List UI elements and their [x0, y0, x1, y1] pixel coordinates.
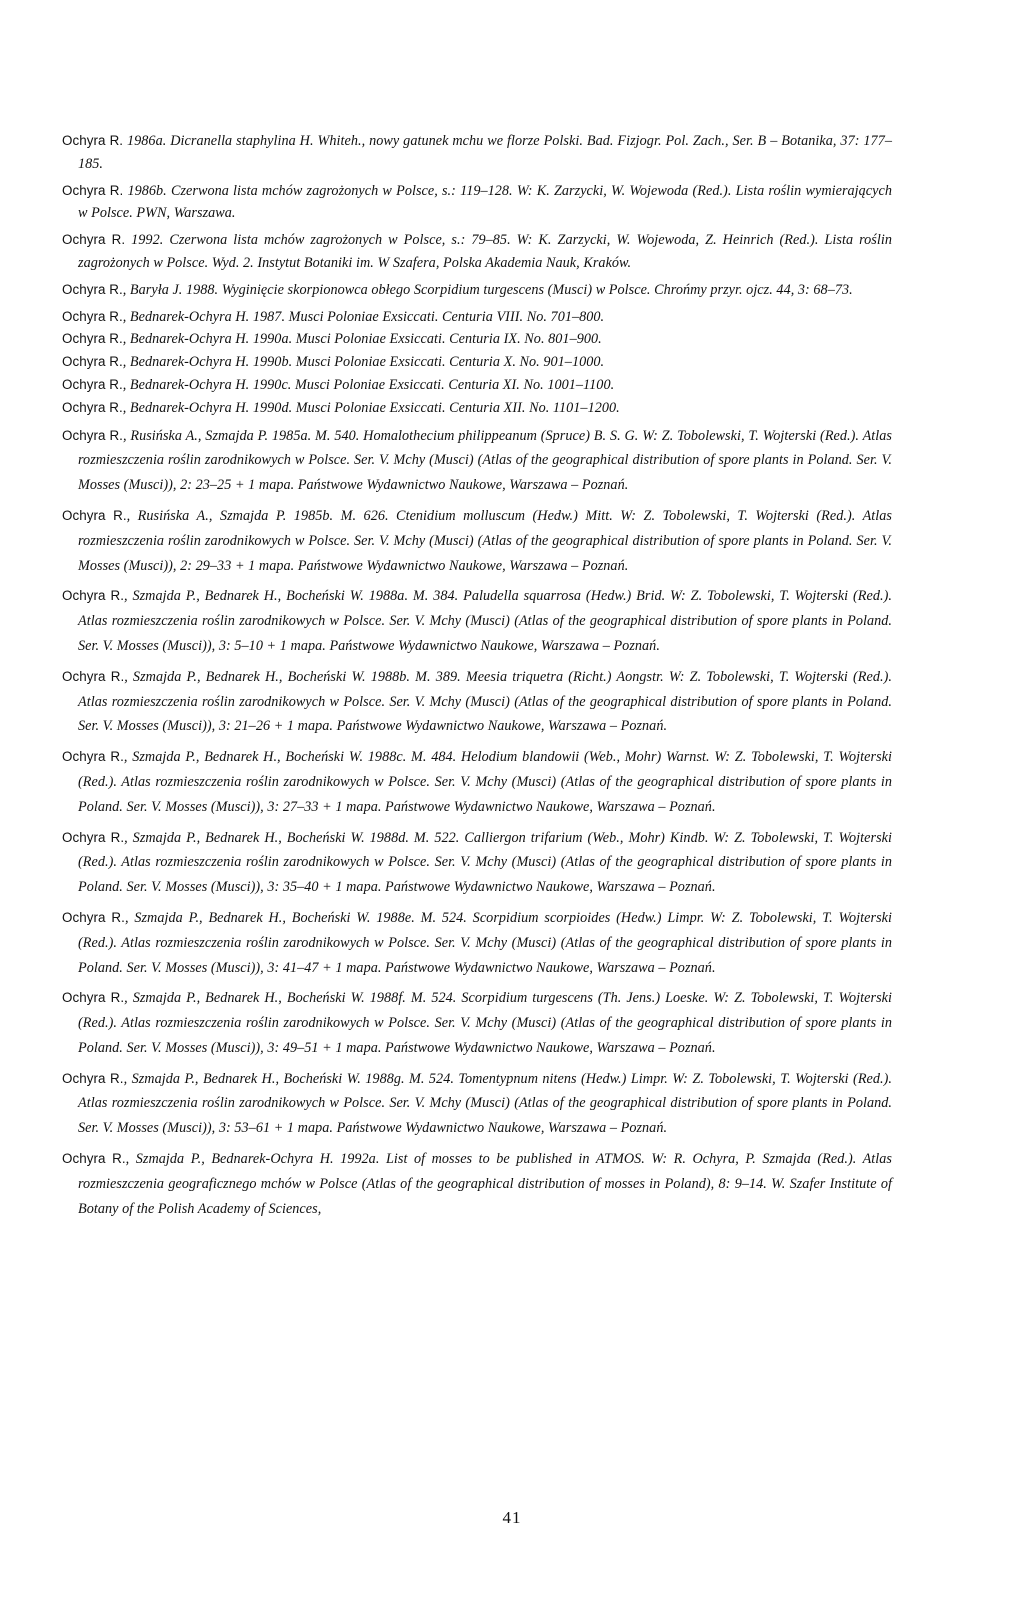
reference-text: , Bednarek-Ochyra H. 1990d. Musci Poloniae Exsiccati. Centuria XII. No. 1101–1200. — [122, 399, 620, 416]
reference-entry — [62, 745, 892, 819]
reference-author: Ochyra R. — [62, 133, 124, 148]
reference-entry — [62, 279, 892, 302]
reference-author: Ochyra R. — [62, 668, 125, 684]
reference-text: , Szmajda P., Bednarek H., Bocheński W. 1988f. M. 524. Scorpidium turgescens (Th. Jens.) Loeske. W: Z. Tobolewski, T. Wojterski (Red.). Atlas rozmieszczenia roślin zarodnikowych w Polsce. Ser. V. Mchy (Musci) (Atlas of the geographical distribution of spore plants in Poland. Ser. V. Mosses (Musci)), 3: 49–51 + 1 mapa. Państwowe Wydawnictwo Naukowe, Warszawa – Poznań. — [78, 990, 892, 1056]
reference-text: 1992. Czerwona lista mchów zagrożonych w Polsce, s.: 79–85. W: K. Zarzycki, W. Wojewoda, Z. Heinrich (Red.). Lista roślin zagrożonych w Polsce. Wyd. 2. Instytut Botaniki im. W Szafera, Polska Akademia Nauk, Kraków. — [78, 232, 892, 271]
reference-author: Ochyra R. — [62, 507, 127, 523]
reference-entry — [62, 328, 892, 351]
reference-entry — [62, 1147, 892, 1221]
reference-author: Ochyra R. — [62, 399, 123, 415]
reference-author: Ochyra R. — [62, 749, 124, 765]
reference-author: Ochyra R. — [62, 829, 125, 845]
reference-text: , Rusińska A., Szmajda P. 1985a. M. 540. Homalothecium philippeanum (Spruce) B. S. G. W: Z. Tobolewski, T. Wojterski (Red.). Atlas rozmieszczenia roślin zarodnikowych w Polsce. Ser. V. Mchy (Musci) (Atlas of the geographical distribution of spore plants in Poland. Ser. V. Mosses (Musci)), 2: 23–25 + 1 mapa. Państwowe Wydawnictwo Naukowe, Warszawa – Poznań. — [78, 427, 892, 494]
reference-entry — [62, 1067, 892, 1141]
reference-author: Ochyra R. — [62, 1070, 124, 1086]
reference-entry — [62, 826, 892, 900]
reference-author: Ochyra R. — [62, 308, 123, 324]
reference-entry — [62, 584, 892, 658]
reference-text: , Szmajda P., Bednarek H., Bocheński W. 1988e. M. 524. Scorpidium scorpioides (Hedw.) Limpr. W: Z. Tobolewski, T. Wojterski (Red.). Atlas rozmieszczenia roślin zarodnikowych w Polsce. Ser. V. Mchy (Musci) (Atlas of the geographical distribution of spore plants in Poland. Ser. V. Mosses (Musci)), 3: 41–47 + 1 mapa. Państwowe Wydawnictwo Naukowe, Warszawa – Poznań. — [78, 909, 892, 976]
reference-text: , Szmajda P., Bednarek H., Bocheński W. 1988d. M. 522. Calliergon trifarium (Web., Mohr) Kindb. W: Z. Tobolewski, T. Wojterski (Red.). Atlas rozmieszczenia roślin zarodnikowych w Polsce. Ser. V. Mchy (Musci) (Atlas of the geographical distribution of spore plants in Poland. Ser. V. Mosses (Musci)), 3: 35–40 + 1 mapa. Państwowe Wydawnictwo Naukowe, Warszawa – Poznań. — [78, 829, 892, 896]
reference-entry — [62, 397, 892, 420]
reference-author: Ochyra R. — [62, 1151, 126, 1167]
reference-entry — [62, 180, 892, 226]
reference-text: , Szmajda P., Bednarek-Ochyra H. 1992a. List of mosses to be published in ATMOS. W: R. Ochyra, P. Szmajda (Red.). Atlas rozmieszczenia geograficznego mchów w Polsce (Atlas of the geographical distribution of mosses in Poland), 8: 9–14. W. Szafer Institute of Botany of the Polish Academy of Sciences, — [78, 1151, 892, 1217]
reference-author: Ochyra R. — [62, 588, 124, 604]
reference-text: , Baryła J. 1988. Wyginięcie skorpionowca obłego Scorpidium turgescens (Musci) w Polsce. Chrońmy przyr. ojcz. 44, 3: 68–73. — [122, 281, 853, 298]
reference-entry — [62, 504, 892, 578]
reference-text: , Szmajda P., Bednarek H., Bocheński W. 1988b. M. 389. Meesia triquetra (Richt.) Aongstr. W: Z. Tobolewski, T. Wojterski (Red.). Atlas rozmieszczenia roślin zarodnikowych w Polsce. Ser. V. Mchy (Musci) (Atlas of the geographical distribution of spore plants in Poland. Ser. V. Mosses (Musci)), 3: 21–26 + 1 mapa. Państwowe Wydawnictwo Naukowe, Warszawa – Poznań. — [78, 668, 892, 735]
reference-author: Ochyra R. — [62, 990, 125, 1006]
page-number: 41 — [502, 1508, 522, 1527]
reference-entry — [62, 986, 892, 1060]
reference-author: Ochyra R. — [62, 427, 123, 443]
reference-text: 1986b. Czerwona lista mchów zagrożonych w Polsce, s.: 119–128. W: K. Zarzycki, W. Wojewoda (Red.). Lista roślin wymierających w Polsce. PWN, Warszawa. — [78, 182, 892, 222]
reference-entry — [62, 906, 892, 980]
reference-entry — [62, 374, 892, 397]
reference-entry — [62, 130, 892, 176]
reference-text: 1986a. Dicranella staphylina H. Whiteh., nowy gatunek mchu we florze Polski. Bad. Fizjogr. Pol. Zach., Ser. B – Botanika, 37: 177–185. — [78, 133, 892, 172]
reference-entry — [62, 665, 892, 739]
reference-text: , Bednarek-Ochyra H. 1990a. Musci Poloniae Exsiccati. Centuria IX. No. 801–900. — [122, 331, 602, 348]
reference-text: , Bednarek-Ochyra H. 1987. Musci Poloniae Exsiccati. Centuria VIII. No. 701–800. — [122, 308, 605, 325]
reference-list — [62, 130, 892, 1227]
reference-author: Ochyra R. — [62, 182, 124, 198]
reference-author: Ochyra R. — [62, 232, 126, 248]
reference-author: Ochyra R. — [62, 331, 123, 347]
reference-text: , Bednarek-Ochyra H. 1990b. Musci Poloniae Exsiccati. Centuria X. No. 901–1000. — [122, 354, 605, 371]
reference-entry — [62, 424, 892, 498]
reference-author: Ochyra R. — [62, 281, 123, 297]
reference-author: Ochyra R. — [62, 909, 125, 925]
reference-text: , Rusińska A., Szmajda P. 1985b. M. 626. Ctenidium molluscum (Hedw.) Mitt. W: Z. Tobolewski, T. Wojterski (Red.). Atlas rozmieszczenia roślin zarodnikowych w Polsce. Ser. V. Mchy (Musci) (Atlas of the geographical distribution of spore plants in Poland. Ser. V. Mosses (Musci)), 2: 29–33 + 1 mapa. Państwowe Wydawnictwo Naukowe, Warszawa – Poznań. — [78, 507, 892, 574]
reference-author: Ochyra R. — [62, 376, 123, 392]
reference-entry — [62, 229, 892, 275]
reference-entry — [62, 351, 892, 374]
reference-text: , Szmajda P., Bednarek H., Bocheński W. 1988a. M. 384. Paludella squarrosa (Hedw.) Brid. W: Z. Tobolewski, T. Wojterski (Red.). Atlas rozmieszczenia roślin zarodnikowych w Polsce. Ser. V. Mchy (Musci) (Atlas of the geographical distribution of spore plants in Poland. Ser. V. Mosses (Musci)), 3: 5–10 + 1 mapa. Państwowe Wydawnictwo Naukowe, Warszawa – Poznań. — [78, 588, 892, 654]
reference-entry — [62, 306, 892, 329]
reference-text: , Szmajda P., Bednarek H., Bocheński W. 1988g. M. 524. Tomentypnum nitens (Hedw.) Limpr. W: Z. Tobolewski, T. Wojterski (Red.). Atlas rozmieszczenia roślin zarodnikowych w Polsce. Ser. V. Mchy (Musci) (Atlas of the geographical distribution of spore plants in Poland. Ser. V. Mosses (Musci)), 3: 53–61 + 1 mapa. Państwowe Wydawnictwo Naukowe, Warszawa – Poznań. — [78, 1070, 892, 1137]
reference-text: , Szmajda P., Bednarek H., Bocheński W. 1988c. M. 484. Helodium blandowii (Web., Mohr) Warnst. W: Z. Tobolewski, T. Wojterski (Red.). Atlas rozmieszczenia roślin zarodnikowych w Polsce. Ser. V. Mchy (Musci) (Atlas of the geographical distribution of spore plants in Poland. Ser. V. Mosses (Musci)), 3: 27–33 + 1 mapa. Państwowe Wydawnictwo Naukowe, Warszawa – Poznań. — [78, 749, 892, 815]
reference-text: , Bednarek-Ochyra H. 1990c. Musci Poloniae Exsiccati. Centuria XI. No. 1001–1100. — [122, 376, 615, 393]
reference-author: Ochyra R. — [62, 354, 123, 370]
